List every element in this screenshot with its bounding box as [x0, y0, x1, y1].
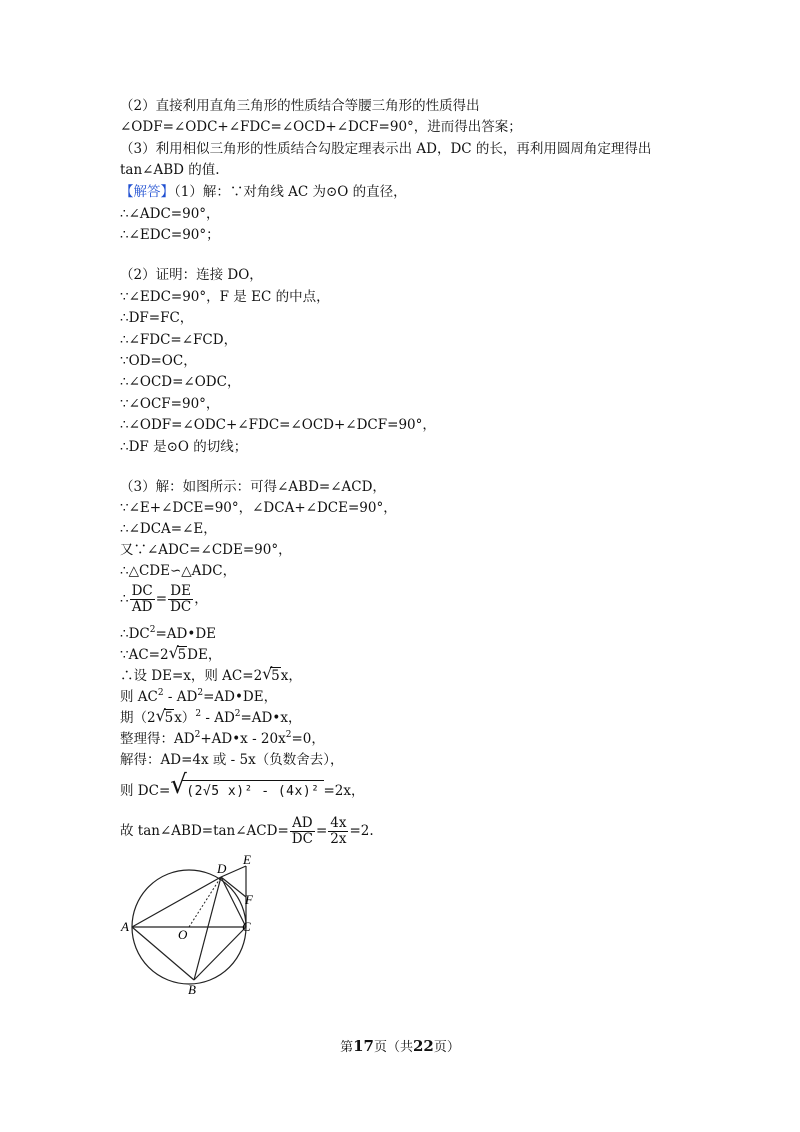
text-line: ∴∠FDC=∠FCD，: [120, 332, 238, 348]
radical-sign: √: [168, 643, 179, 662]
therefore-sign: ∴: [120, 591, 129, 607]
exponent: 2: [197, 688, 204, 698]
text-line: ∵∠E+∠DCE=90°，∠DCA+∠DCE=90°，: [120, 500, 397, 516]
text-segment: x）: [174, 710, 196, 726]
text-segment: =2x，: [323, 783, 365, 799]
text-line: [120, 688, 277, 706]
label-d: D: [217, 861, 227, 876]
text-segment: ∴设 DE=x，则 AC=2: [120, 668, 263, 684]
text-line: ∵∠EDC=90°，F 是 EC 的中点，: [120, 289, 330, 305]
text-line: ∴DF=FC，: [120, 310, 194, 326]
footer-text: 页）: [433, 1040, 460, 1055]
text-line: ∴△CDE∽△ADC，: [120, 563, 237, 579]
text-line: [120, 664, 302, 685]
radicand: 5: [164, 710, 174, 726]
fraction: [130, 584, 155, 615]
radical-sign: √: [262, 664, 273, 683]
text-segment: =AD•DE，: [203, 689, 278, 705]
footer-text: 页（共: [373, 1040, 413, 1055]
dashed-od: [189, 877, 221, 927]
text-line: tan∠ABD 的值.: [120, 162, 220, 178]
text-segment: =AD•DE: [155, 626, 217, 642]
numerator: AD: [290, 816, 315, 832]
text-line: [120, 643, 222, 664]
text-segment: 整理得：AD: [120, 731, 195, 747]
segment-df: [221, 877, 246, 897]
numerator: DE: [168, 584, 193, 600]
text-segment: 则 AC: [120, 689, 158, 705]
denominator: AD: [131, 599, 153, 615]
label-f: F: [245, 892, 253, 907]
segment-bd: [194, 877, 221, 980]
text-line: [120, 770, 365, 807]
geometry-figure: [115, 850, 275, 1000]
text-segment: 故 tan∠ABD=tan∠ACD=: [120, 823, 289, 839]
text-segment: 则 DC=: [120, 783, 171, 799]
label-o: O: [178, 927, 188, 942]
page-number: 17: [353, 1037, 374, 1055]
text-line: （2）直接利用直角三角形的性质结合等腰三角形的性质得出: [120, 98, 480, 114]
fraction: [290, 816, 315, 847]
square-root: [262, 664, 281, 685]
label-c: C: [242, 919, 251, 934]
denominator: DC: [291, 831, 313, 847]
fraction-line: [120, 814, 374, 848]
text-segment: =0，: [291, 731, 325, 747]
label-b: B: [188, 982, 196, 997]
text-line: （3）利用相似三角形的性质结合勾股定理表示出 AD，DC 的长，再利用圆周角定理得出: [120, 141, 652, 157]
radicand: 5: [177, 647, 187, 663]
exponent: 2: [149, 625, 156, 635]
text-segment: x，: [280, 668, 302, 684]
comma: ，: [194, 591, 208, 607]
text-line: ∵OD=OC，: [120, 353, 197, 369]
square-root: [155, 706, 175, 727]
text-segment: ∵AC=2: [120, 647, 169, 663]
square-root: [168, 643, 188, 664]
text-line: ∴∠OCD=∠ODC，: [120, 374, 241, 390]
fraction: [328, 816, 348, 847]
square-root: [170, 770, 323, 807]
text-line: ∴∠EDC=90°；: [120, 227, 220, 243]
radical-sign: √: [170, 770, 187, 800]
segment-ad: [132, 877, 221, 927]
numerator: DC: [131, 583, 153, 599]
exponent: 2: [285, 730, 292, 740]
exponent: 2: [195, 709, 202, 719]
text-segment: DE，: [187, 647, 222, 663]
text-line: （2）证明：连接 DO，: [120, 267, 263, 283]
denominator: 2x: [330, 831, 347, 847]
equals-sign: =: [155, 591, 168, 607]
text-line: [120, 730, 325, 748]
text-line: ∴∠DCA=∠E，: [120, 521, 217, 537]
text-segment: - AD: [201, 710, 235, 726]
total-pages: 22: [413, 1037, 434, 1055]
radicand: 5: [271, 668, 280, 684]
footer-text: 第: [340, 1040, 354, 1055]
fraction-line: [120, 582, 208, 616]
text-line: （3）解：如图所示：可得∠ABD=∠ACD，: [120, 479, 386, 495]
segment-bc: [194, 927, 246, 980]
text-segment: =AD•x，: [240, 710, 302, 726]
radicand: (2√5 x)² - (4x)²: [182, 780, 323, 799]
text-segment: ∴DC: [120, 626, 150, 642]
exponent: 2: [157, 688, 164, 698]
text-line: ∵∠OCF=90°，: [120, 396, 220, 412]
denominator: DC: [170, 599, 192, 615]
exponent: 2: [234, 709, 241, 719]
answer-text: （1）解：∵对角线 AC 为⊙O 的直径，: [174, 184, 407, 200]
text-segment: - AD: [163, 689, 198, 705]
text-line: ∠ODF=∠ODC+∠FDC=∠OCD+∠DCF=90°，进而得出答案；: [120, 119, 522, 135]
page-footer: [0, 1036, 800, 1055]
text-line: ∴∠ADC=90°，: [120, 206, 220, 222]
answer-line: [120, 183, 407, 201]
text-line: ∴DF 是⊙O 的切线；: [120, 439, 248, 455]
text-line: 解得：AD=4x 或 - 5x（负数舍去），: [120, 752, 344, 768]
exponent: 2: [194, 730, 201, 740]
text-line: ∴∠ODF=∠ODC+∠FDC=∠OCD+∠DCF=90°，: [120, 417, 436, 433]
text-segment: =2.: [349, 823, 374, 839]
text-line: 又∵∠ADC=∠CDE=90°，: [120, 542, 292, 558]
text-line: [120, 625, 216, 643]
label-a: A: [121, 919, 129, 934]
numerator: 4x: [330, 815, 347, 831]
label-e: E: [243, 852, 251, 867]
equals-sign: =: [315, 823, 328, 839]
fraction: [168, 584, 193, 615]
answer-tag: 【解答】: [120, 184, 174, 200]
text-segment: +AD•x - 20x: [200, 731, 286, 747]
radical-sign: √: [155, 706, 166, 725]
text-segment: 期（2: [120, 710, 156, 726]
text-line: [120, 706, 302, 727]
